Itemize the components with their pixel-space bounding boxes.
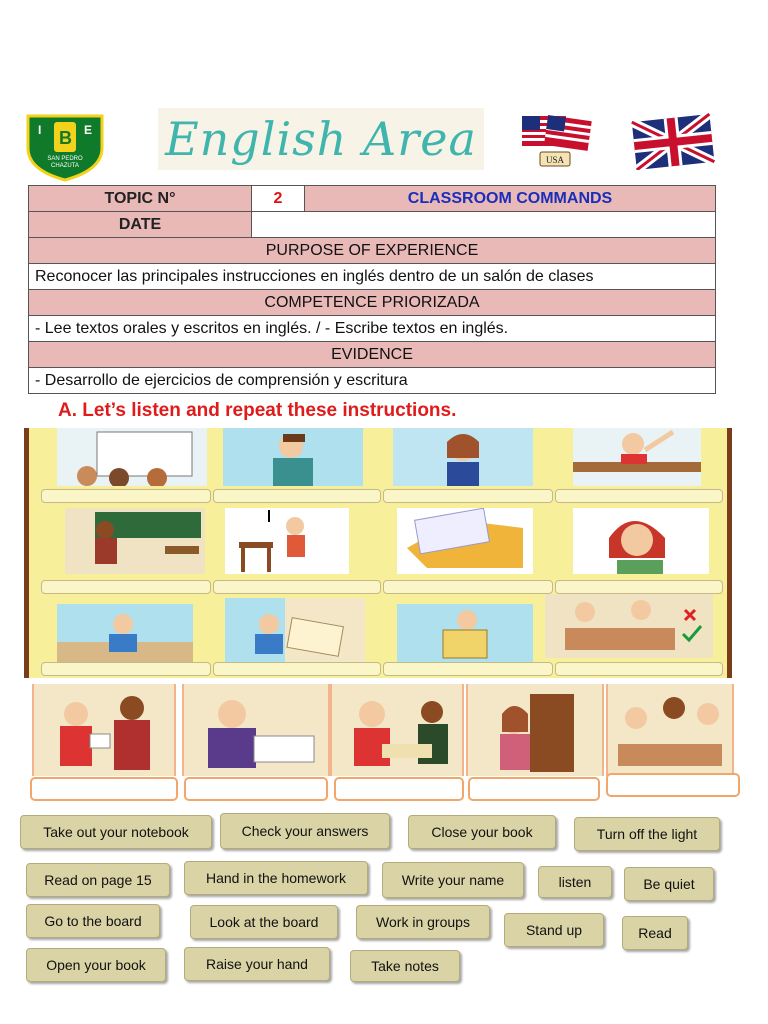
command-raise-your-hand[interactable]: Raise your hand xyxy=(184,947,330,981)
picture-check-your-answers xyxy=(545,594,713,658)
lesson-info-table xyxy=(28,185,716,394)
command-go-to-the-board[interactable]: Go to the board xyxy=(26,904,160,938)
date-field[interactable] xyxy=(252,212,716,238)
command-hand-in-the-homework[interactable]: Hand in the homework xyxy=(184,861,368,895)
command-close-your-book[interactable]: Close your book xyxy=(408,815,556,849)
command-read-on-page-15[interactable]: Read on page 15 xyxy=(26,863,170,897)
picture-read xyxy=(573,508,709,574)
picture-write-your-name xyxy=(225,598,365,662)
evidence-heading: EVIDENCE xyxy=(29,342,716,368)
purpose-heading: PURPOSE OF EXPERIENCE xyxy=(29,238,716,264)
answer-slot[interactable] xyxy=(213,662,381,676)
picture-raise-your-hand xyxy=(573,428,701,486)
evidence-text: - Desarrollo de ejercicios de comprensión y escritura xyxy=(29,368,716,394)
picture-stand-up xyxy=(225,508,349,574)
command-listen[interactable]: listen xyxy=(538,866,612,898)
answer-box[interactable] xyxy=(334,777,464,801)
answer-slot[interactable] xyxy=(41,662,211,676)
answer-slot[interactable] xyxy=(383,580,553,594)
exercise-instruction: A. Let’s listen and repeat these instructions. xyxy=(58,400,457,421)
command-check-your-answers[interactable]: Check your answers xyxy=(220,813,390,849)
svg-text:B: B xyxy=(59,128,72,148)
date-label: DATE xyxy=(29,212,252,238)
competence-heading: COMPETENCE PRIORIZADA xyxy=(29,290,716,316)
picture-work-in-groups xyxy=(330,684,464,776)
answer-slot[interactable] xyxy=(555,580,723,594)
purpose-text: Reconocer las principales instrucciones en inglés dentro de un salón de clases xyxy=(29,264,716,290)
svg-text:I: I xyxy=(38,123,42,137)
answer-box[interactable] xyxy=(606,773,740,797)
svg-text:CHAZUTA: CHAZUTA xyxy=(51,163,79,169)
topic-label: TOPIC N° xyxy=(29,186,252,212)
topic-number: 2 xyxy=(252,186,305,212)
picture-take-notes xyxy=(57,604,193,662)
picture-listen xyxy=(393,428,533,486)
answer-slot[interactable] xyxy=(383,489,553,503)
picture-turn-off-the-light xyxy=(466,684,604,776)
command-take-notes[interactable]: Take notes xyxy=(350,950,460,982)
svg-text:E: E xyxy=(84,123,93,137)
picture-open-your-book xyxy=(397,508,533,574)
usa-flag-label: USA xyxy=(545,155,565,165)
answer-box[interactable] xyxy=(184,777,328,801)
answer-slot[interactable] xyxy=(383,662,553,676)
picture-close-your-book xyxy=(606,684,734,776)
picture-be-quiet xyxy=(223,428,363,486)
uk-flag-icon xyxy=(630,112,716,170)
english-area-banner xyxy=(158,108,484,170)
answer-slot[interactable] xyxy=(41,489,211,503)
picture-read-on-page xyxy=(397,604,533,662)
answer-slot[interactable] xyxy=(555,489,723,503)
command-take-out-your-notebook[interactable]: Take out your notebook xyxy=(20,815,212,849)
command-write-your-name[interactable]: Write your name xyxy=(382,862,524,898)
command-open-your-book[interactable]: Open your book xyxy=(26,948,166,982)
picture-take-out-notebook xyxy=(182,684,330,776)
picture-go-to-the-board xyxy=(65,508,205,574)
school-logo xyxy=(24,112,106,182)
picture-board xyxy=(24,428,732,678)
answer-slot[interactable] xyxy=(213,580,381,594)
banner-title: English Area xyxy=(165,112,477,166)
command-work-in-groups[interactable]: Work in groups xyxy=(356,905,490,939)
picture-hand-in-homework xyxy=(32,684,176,776)
command-be-quiet[interactable]: Be quiet xyxy=(624,867,714,901)
answer-slot[interactable] xyxy=(41,580,211,594)
picture-look-at-board xyxy=(57,428,207,486)
answer-slot[interactable] xyxy=(555,662,723,676)
command-read[interactable]: Read xyxy=(622,916,688,950)
command-stand-up[interactable]: Stand up xyxy=(504,913,604,947)
command-turn-off-the-light[interactable]: Turn off the light xyxy=(574,817,720,851)
answer-box[interactable] xyxy=(30,777,178,801)
answer-slot[interactable] xyxy=(213,489,381,503)
command-look-at-the-board[interactable]: Look at the board xyxy=(190,905,338,939)
usa-flag-icon xyxy=(518,112,594,170)
competence-text: - Lee textos orales y escritos en inglés. / - Escribe textos en inglés. xyxy=(29,316,716,342)
topic-title: CLASSROOM COMMANDS xyxy=(305,186,716,212)
svg-text:SAN PEDRO: SAN PEDRO xyxy=(47,156,83,162)
answer-box[interactable] xyxy=(468,777,600,801)
